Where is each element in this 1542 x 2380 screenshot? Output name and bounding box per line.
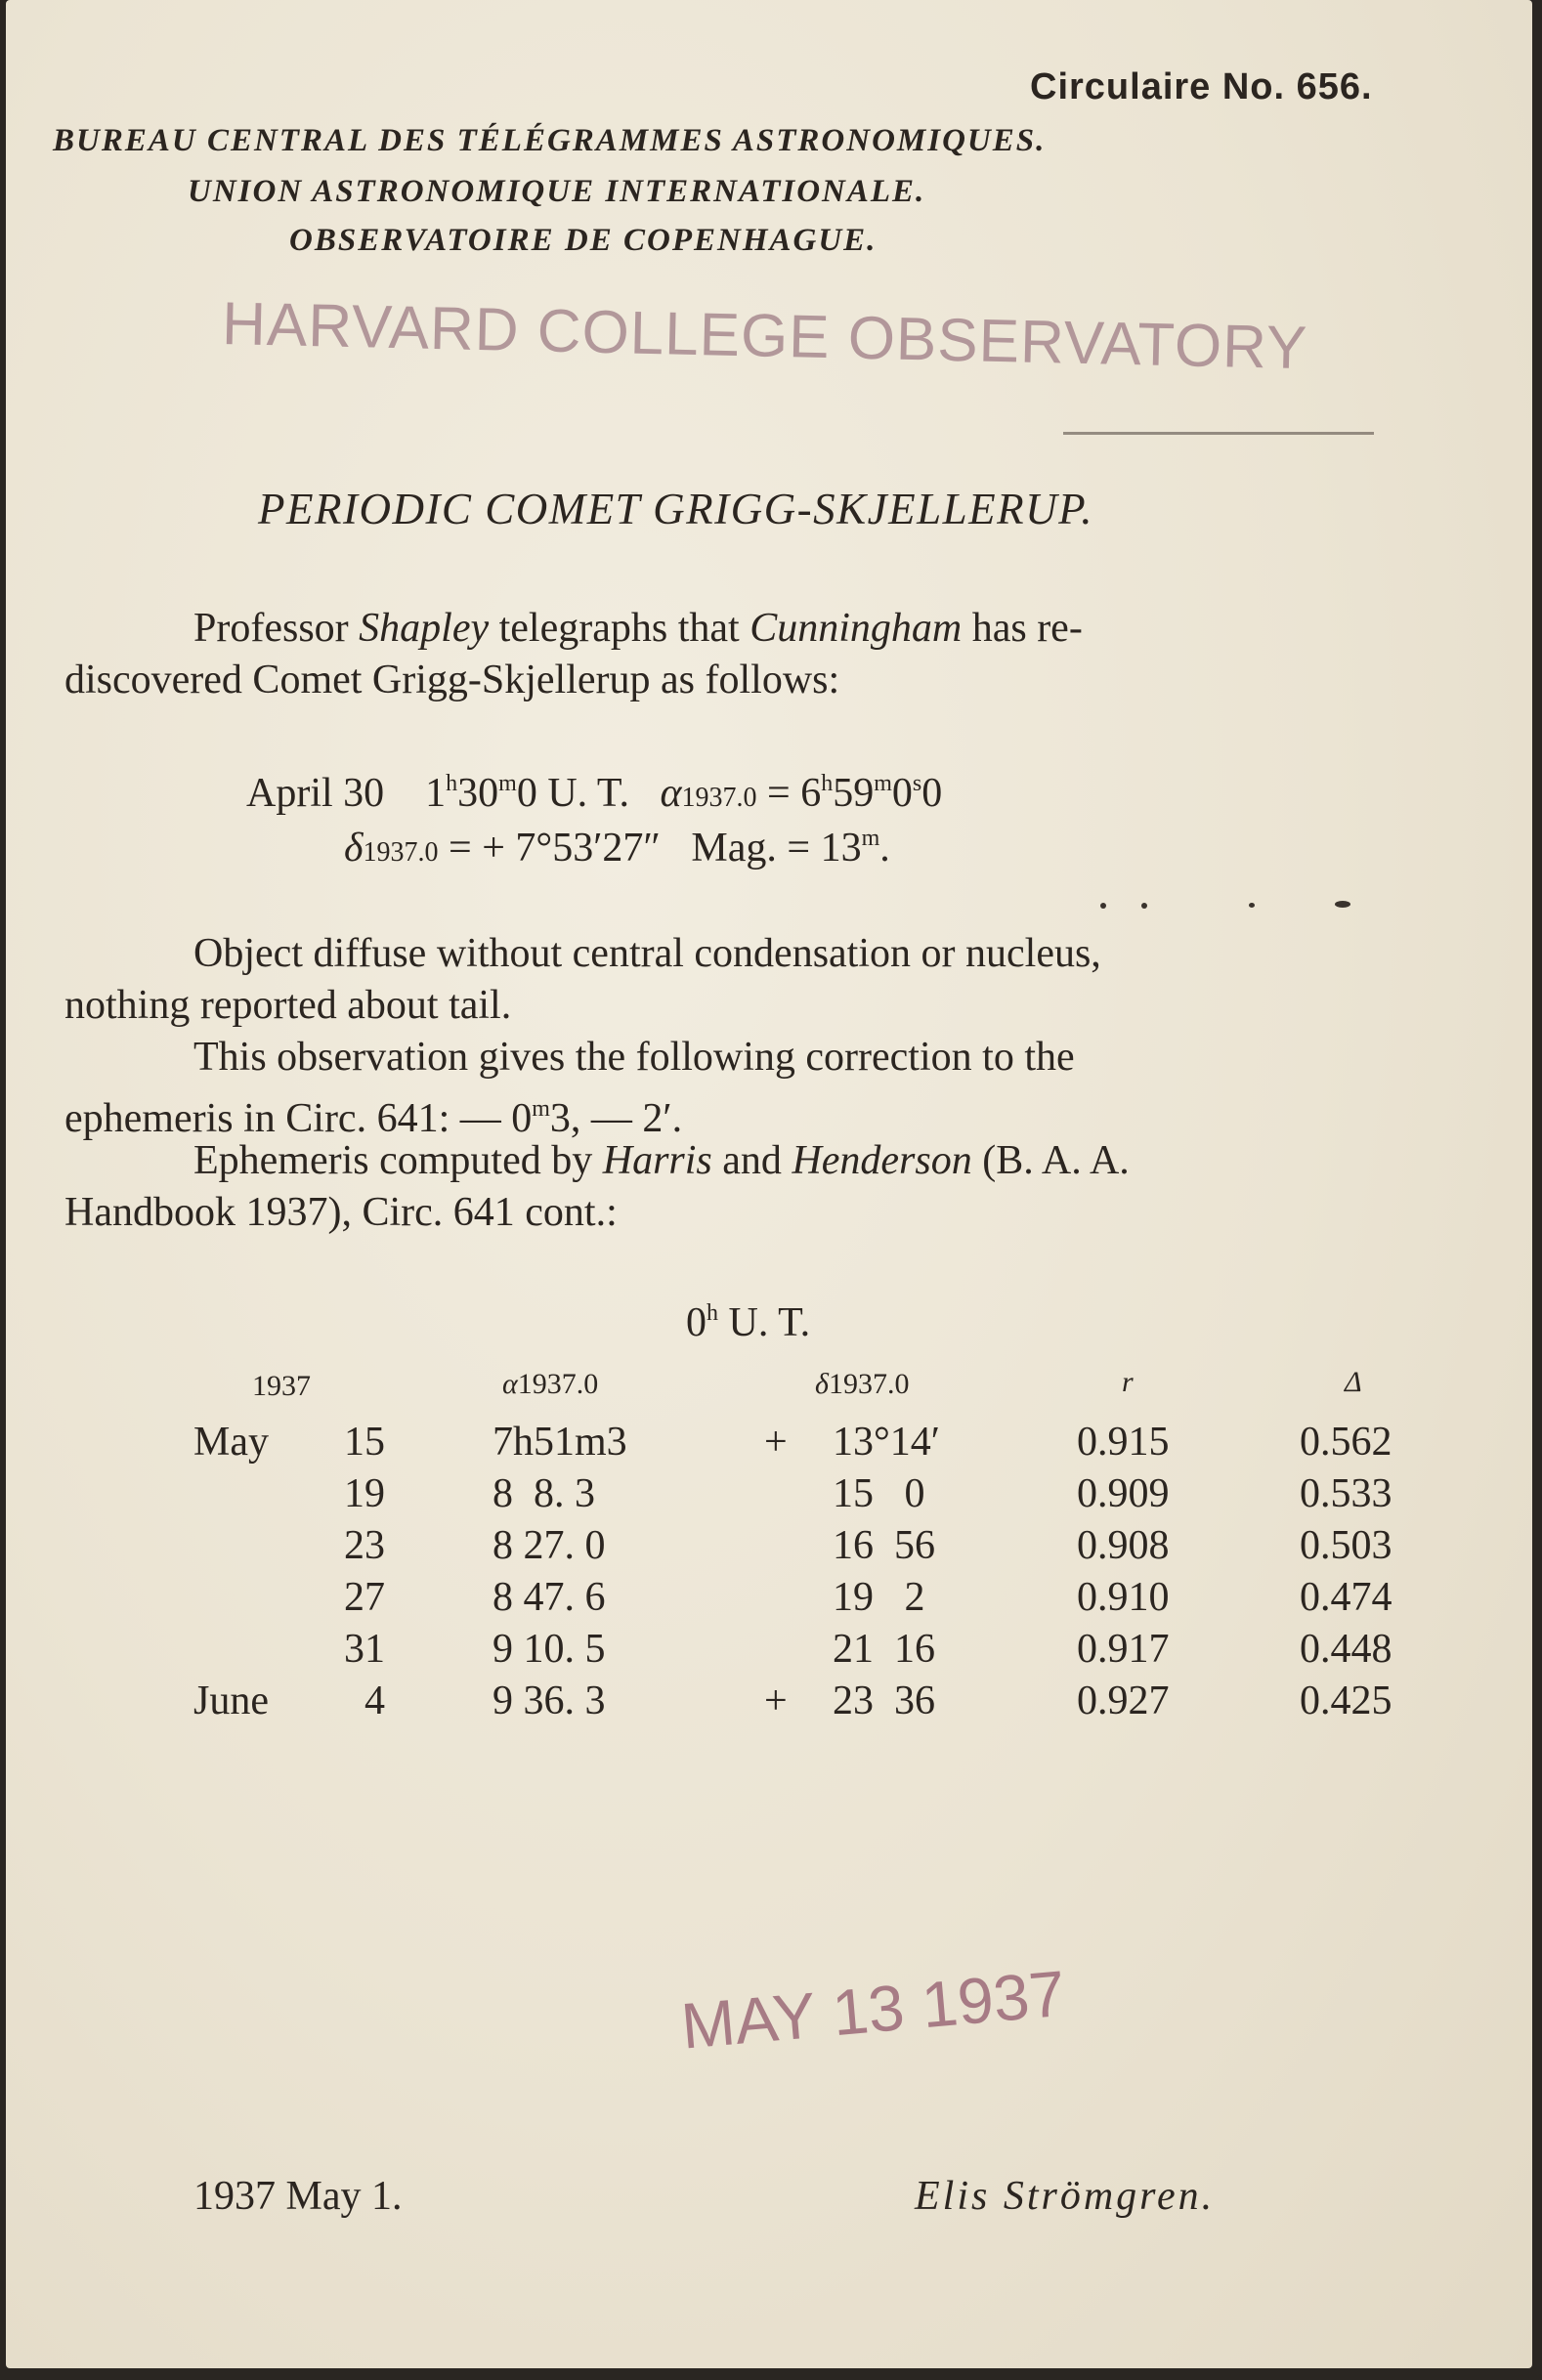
cell-day: 19 — [344, 1471, 385, 1516]
cell-delta: 0.562 — [1300, 1420, 1392, 1465]
cell-ra: 9 36. 3 — [493, 1679, 606, 1723]
cell-day: 23 — [344, 1523, 385, 1568]
paragraph-4-line-2: Handbook 1937), Circ. 641 cont.: — [64, 1190, 618, 1235]
cell-ra: 8 8. 3 — [493, 1471, 595, 1516]
circular-card — [6, 0, 1532, 2368]
cell-month: June — [193, 1679, 269, 1723]
cell-r: 0.908 — [1077, 1523, 1170, 1568]
harvard-stamp: HARVARD COLLEGE OBSERVATORY — [221, 289, 1308, 383]
cell-dec: 19 2 — [833, 1575, 925, 1620]
col-header-year: 1937 — [252, 1370, 311, 1402]
cell-dec: 15 0 — [833, 1471, 925, 1516]
col-header-dec: δ1937.0 — [815, 1368, 910, 1400]
ink-speck — [1335, 901, 1350, 908]
cell-delta: 0.533 — [1300, 1471, 1392, 1516]
paragraph-1-line-1: Professor Shapley telegraphs that Cunningham has re- — [193, 606, 1083, 651]
stamp-underline — [1063, 432, 1374, 435]
paragraph-2-line-1: Object diffuse without central condensation or nucleus, — [193, 931, 1101, 976]
circular-number: Circulaire No. 656. — [1030, 66, 1373, 107]
cell-r: 0.927 — [1077, 1679, 1170, 1723]
ink-speck — [1100, 903, 1106, 909]
observation-line-1: April 30 1$^h$30$^m$0 U. T. $\alpha 1937.0 = 6^h59^m0^s0$ — [246, 771, 943, 816]
cell-r: 0.915 — [1077, 1420, 1170, 1465]
ink-speck — [1141, 903, 1147, 909]
bureau-header: BUREAU CENTRAL DES TÉLÉGRAMMES ASTRONOMIQUES. — [53, 123, 1047, 158]
col-header-r: r — [1122, 1366, 1134, 1398]
cell-month: May — [193, 1420, 269, 1465]
issue-date: 1937 May 1. — [193, 2174, 403, 2219]
cell-delta: 0.503 — [1300, 1523, 1392, 1568]
cell-r: 0.909 — [1077, 1471, 1170, 1516]
cell-dec: 23 36 — [833, 1679, 935, 1723]
paragraph-2-line-2: nothing reported about tail. — [64, 983, 512, 1028]
paragraph-4-line-1: Ephemeris computed by Harris and Henderson (B. A. A. — [193, 1138, 1130, 1183]
cell-delta: 0.474 — [1300, 1575, 1392, 1620]
cell-dec-sign: + — [764, 1420, 788, 1465]
cell-delta: 0.448 — [1300, 1627, 1392, 1672]
paragraph-3-line-2: ephemeris in Circ. 641: — 0$^m$3, — 2′. — [64, 1096, 683, 1141]
cell-dec: 16 56 — [833, 1523, 935, 1568]
cell-dec: 13°14′ — [833, 1420, 940, 1465]
cell-ra: 9 10. 5 — [493, 1627, 606, 1672]
ink-speck — [1249, 903, 1255, 908]
ephemeris-time-label: 0$^h$ U. T. — [686, 1300, 811, 1345]
observation-line-2: δ1937.0 = + 7°53′27″ Mag. = $13^m$. — [344, 826, 890, 871]
col-header-ra: α1937.0 — [502, 1368, 599, 1400]
observatory-header: OBSERVATOIRE DE COPENHAGUE. — [289, 223, 878, 258]
cell-dec: 21 16 — [833, 1627, 935, 1672]
cell-dec-sign: + — [764, 1679, 788, 1723]
cell-ra: 8 47. 6 — [493, 1575, 606, 1620]
paragraph-3-line-1: This observation gives the following correction to the — [193, 1035, 1075, 1080]
cell-r: 0.910 — [1077, 1575, 1170, 1620]
cell-ra: 7h51m3 — [493, 1420, 627, 1465]
signature: Elis Strömgren. — [915, 2174, 1216, 2219]
cell-ra: 8 27. 0 — [493, 1523, 606, 1568]
cell-day: 4 — [364, 1679, 385, 1723]
cell-day: 31 — [344, 1627, 385, 1672]
cell-day: 27 — [344, 1575, 385, 1620]
union-header: UNION ASTRONOMIQUE INTERNATIONALE. — [188, 174, 926, 209]
circular-title: PERIODIC COMET GRIGG-SKJELLERUP. — [258, 485, 1094, 533]
received-date-stamp: MAY 13 1937 — [678, 1956, 1068, 2062]
cell-delta: 0.425 — [1300, 1679, 1392, 1723]
paragraph-1-line-2: discovered Comet Grigg-Skjellerup as follows: — [64, 658, 840, 702]
col-header-delta: Δ — [1345, 1366, 1362, 1398]
cell-day: 15 — [344, 1420, 385, 1465]
cell-r: 0.917 — [1077, 1627, 1170, 1672]
